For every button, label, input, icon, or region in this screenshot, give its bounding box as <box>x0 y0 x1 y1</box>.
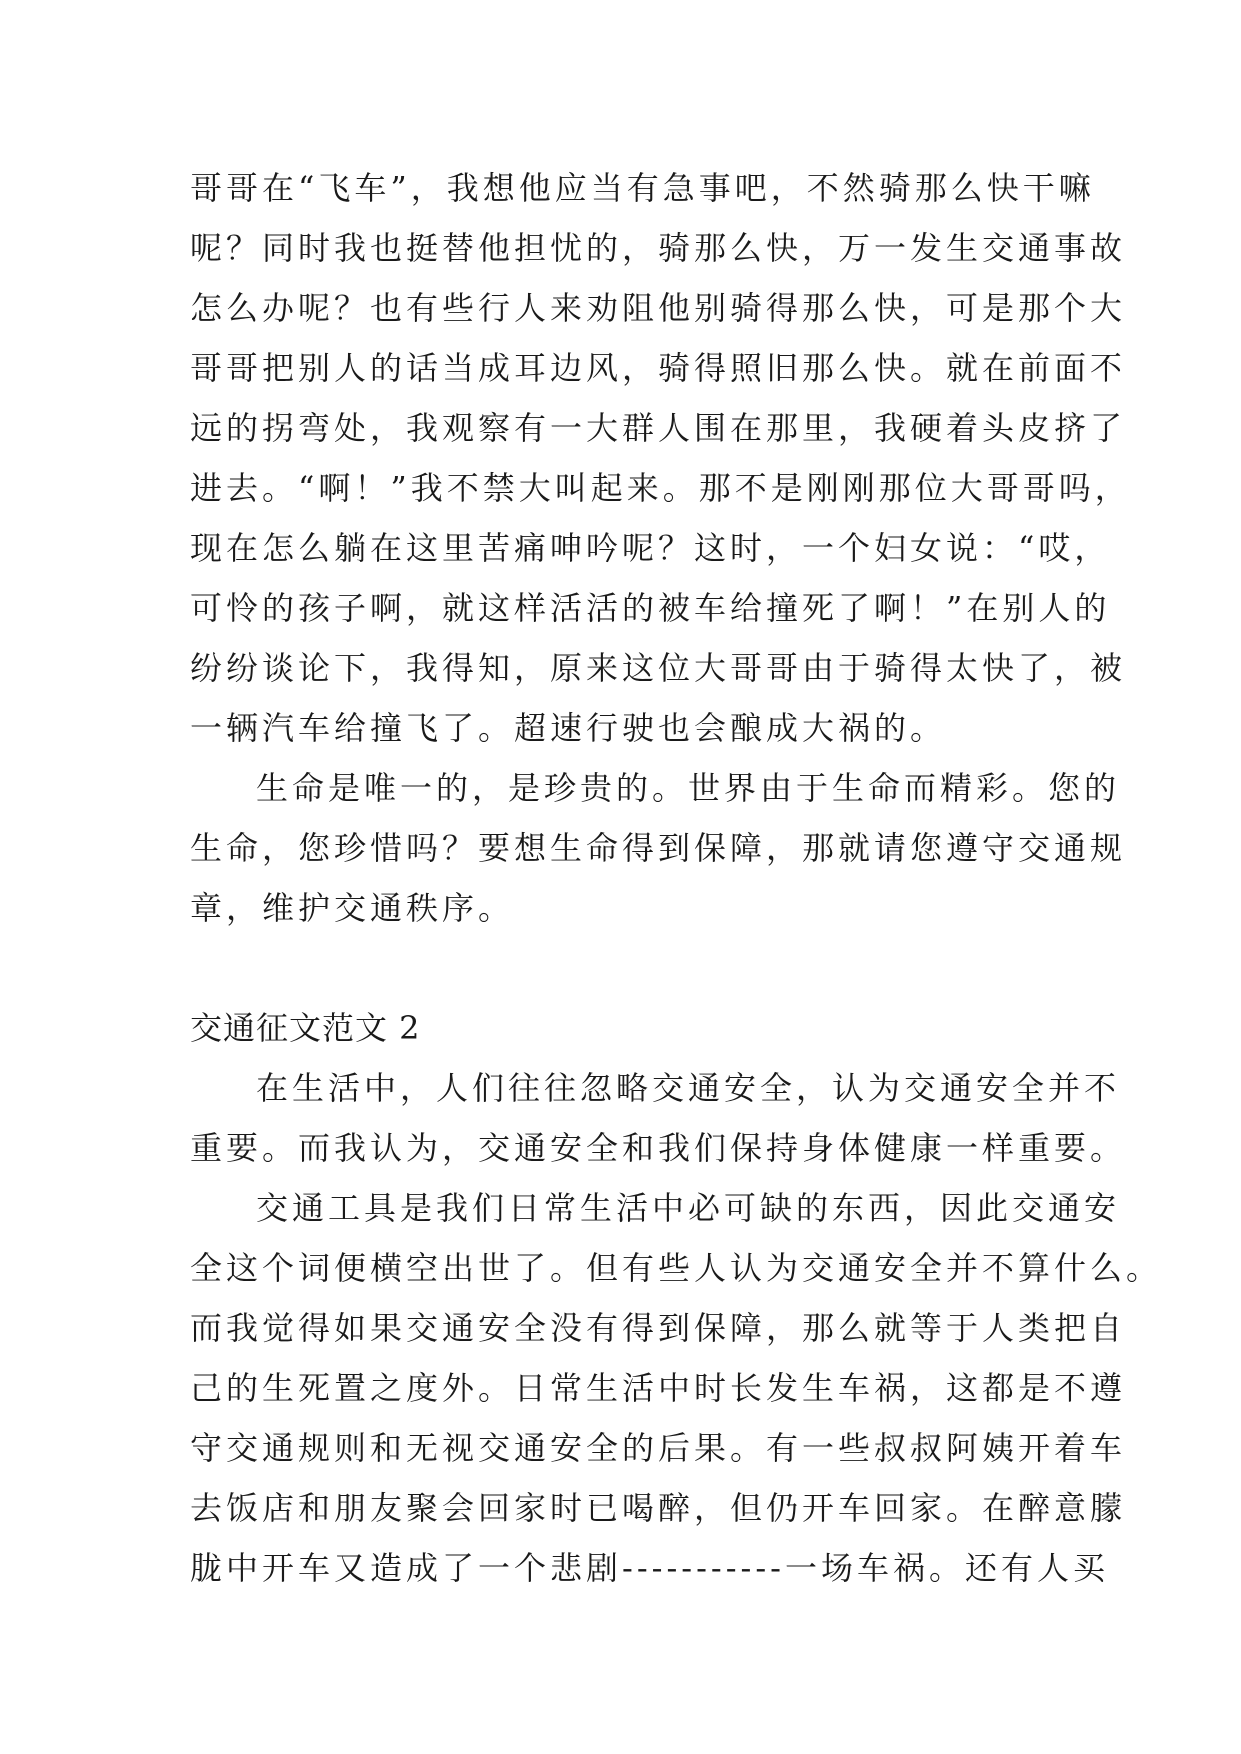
text-line: 可怜的孩子啊，就这样活活的被车给撞死了啊！”在别人的 <box>190 589 1111 627</box>
text-line: 交通工具是我们日常生活中必可缺的东西，因此交通安 <box>256 1189 1121 1227</box>
text-line: 生命，您珍惜吗？要想生命得到保障，那就请您遵守交通规 <box>190 829 1127 867</box>
text-line: 进去。“啊！”我不禁大叫起来。那不是刚刚那位大哥哥吗， <box>190 469 1131 507</box>
text-line: 重要。而我认为，交通安全和我们保持身体健康一样重要。 <box>190 1129 1127 1167</box>
text-line: 生命是唯一的，是珍贵的。世界由于生命而精彩。您的 <box>256 769 1121 807</box>
text-line: 远的拐弯处，我观察有一大群人围在那里，我硬着头皮挤了 <box>190 409 1127 447</box>
paragraph-2 <box>190 758 1127 938</box>
paragraph-4 <box>190 1178 1163 1598</box>
text-line: 纷纷谈论下，我得知，原来这位大哥哥由于骑得太快了，被 <box>190 649 1127 687</box>
paragraph-1 <box>190 158 1131 758</box>
text-line: 而我觉得如果交通安全没有得到保障，那么就等于人类把自 <box>190 1309 1127 1347</box>
text-line: 哥哥把别人的话当成耳边风，骑得照旧那么快。就在前面不 <box>190 349 1127 387</box>
paragraph-3 <box>190 1058 1127 1178</box>
text-line: 章，维护交通秩序。 <box>190 889 515 927</box>
text-line: 在生活中，人们往往忽略交通安全，认为交通安全并不 <box>256 1069 1121 1107</box>
text-line: 全这个词便横空出世了。但有些人认为交通安全并不算什么。 <box>190 1249 1163 1287</box>
text-line: 胧中开车又造成了一个悲剧-----------一场车祸。还有人买 <box>190 1549 1109 1587</box>
section-gap <box>190 938 1070 998</box>
text-line: 己的生死置之度外。日常生活中时长发生车祸，这都是不遵 <box>190 1369 1127 1407</box>
text-line: 守交通规则和无视交通安全的后果。有一些叔叔阿姨开着车 <box>190 1429 1127 1467</box>
text-line: 现在怎么躺在这里苦痛呻吟呢？这时，一个妇女说：“哎， <box>190 529 1111 567</box>
document-body <box>190 158 1163 1598</box>
section-heading: 交通征文范文 2 <box>190 1009 421 1047</box>
text-line: 哥哥在“飞车”，我想他应当有急事吧，不然骑那么快干嘛 <box>190 169 1095 207</box>
text-line: 怎么办呢？也有些行人来劝阻他别骑得那么快，可是那个大 <box>190 289 1127 327</box>
text-line: 去饭店和朋友聚会回家时已喝醉，但仍开车回家。在醉意朦 <box>190 1489 1127 1527</box>
text-line: 呢？同时我也挺替他担忧的，骑那么快，万一发生交通事故 <box>190 229 1127 267</box>
text-line: 一辆汽车给撞飞了。超速行驶也会酿成大祸的。 <box>190 709 947 747</box>
